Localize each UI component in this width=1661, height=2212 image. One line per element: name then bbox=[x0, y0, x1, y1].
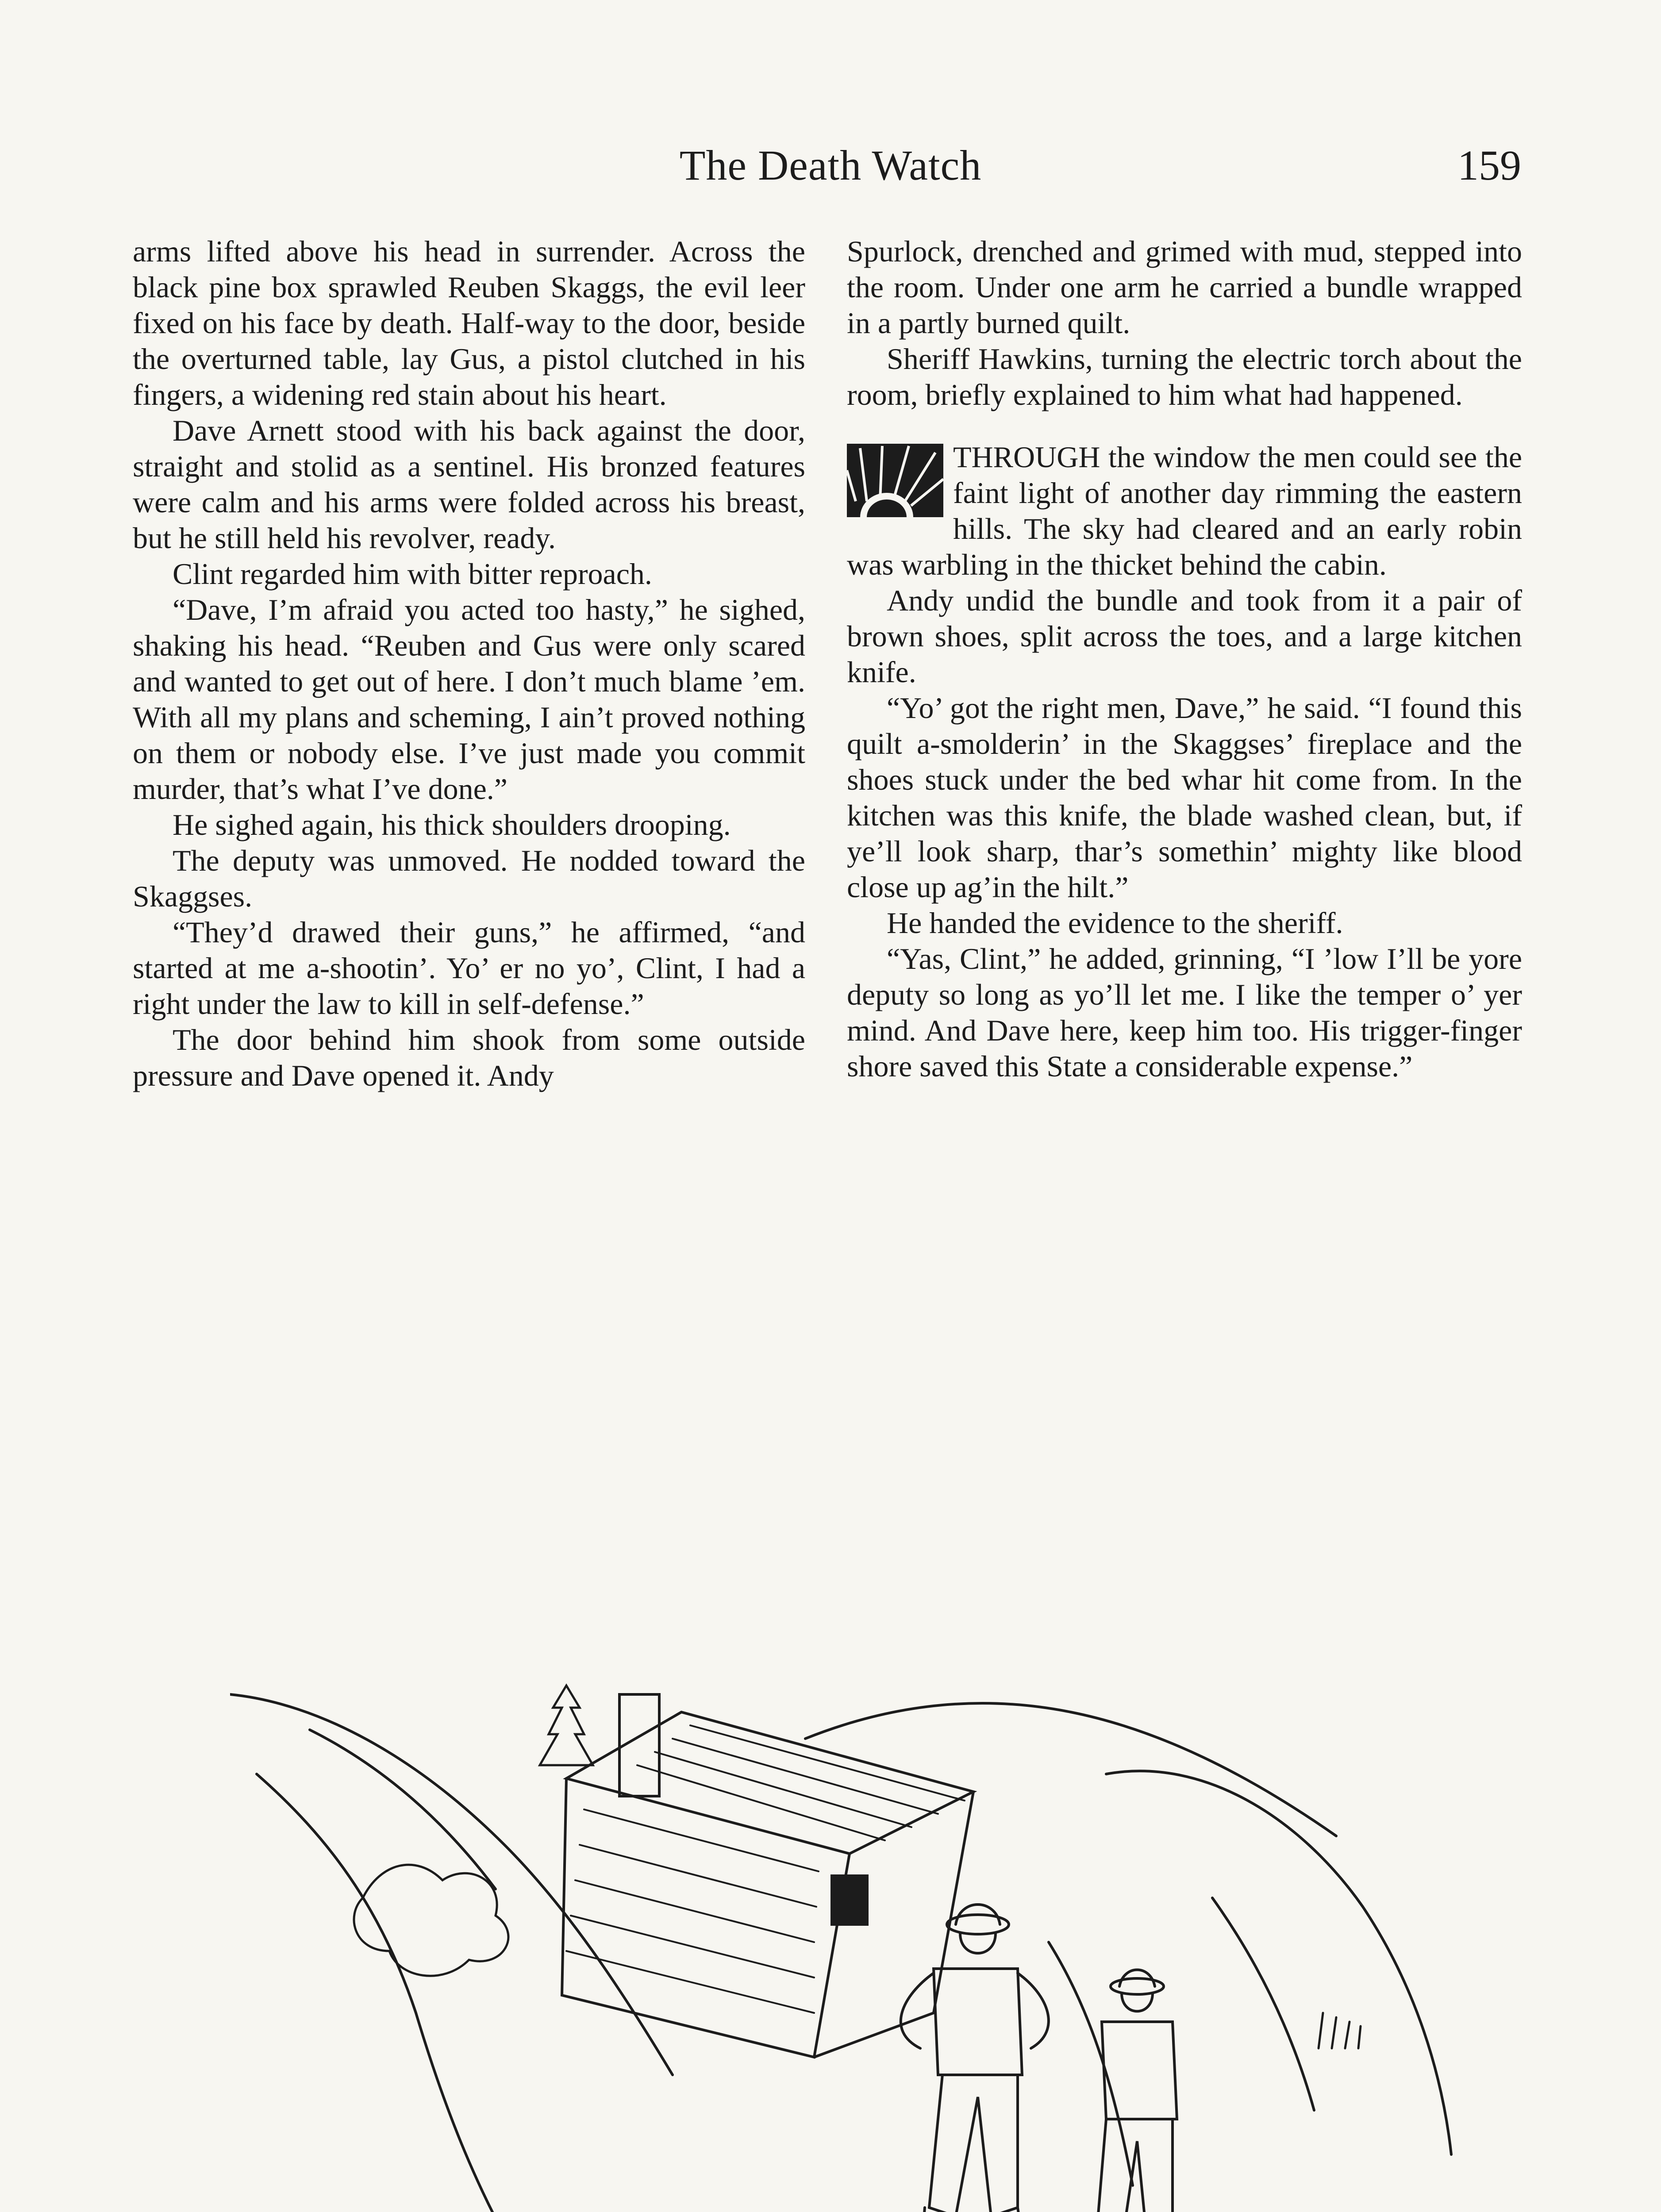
paragraph: Clint regarded him with bitter reproach. bbox=[173, 557, 652, 591]
paragraph: “They’d drawed their guns,” he affirmed, “and started at me a-shootin’. Yo’ er no yo’, Clint, I had a right under the law to kill in self-defense.” bbox=[133, 915, 805, 1021]
rising-sun-icon bbox=[847, 444, 943, 517]
dropcap-paragraph: THROUGH the window the men could see the faint light of another day rimming the eastern hills. The sky had cleared and an early robin was warbling in the thicket behind the cabin. bbox=[847, 440, 1522, 581]
paragraph: The deputy was unmoved. He nodded toward the Skaggses. bbox=[133, 844, 805, 913]
paragraph: Andy undid the bundle and took from it a pair of brown shoes, split across the toes, and a large kitchen knife. bbox=[847, 584, 1522, 689]
section-break bbox=[847, 439, 1522, 583]
paragraph: “Yas, Clint,” he added, grinning, “I ’low I’ll be yore deputy so long as yo’ll let me. I like the temper o’ yer mind. And Dave here, keep him too. His trigger-finger shore saved this State a considerable expense.” bbox=[847, 942, 1522, 1083]
paragraph: arms lifted above his head in surrender. Across the black pine box sprawled Reuben Skaggs, the evil leer fixed on his face by death. Half-way to the door, beside the overturned table, lay Gus, a pistol clutched in his fingers, a widening red stain about his heart. bbox=[133, 234, 805, 411]
paragraph: Spurlock, drenched and grimed with mud, stepped into the room. Under one arm he carried a bundle wrapped in a partly burned quilt. bbox=[847, 234, 1522, 340]
cabin-two-men-sketch-icon bbox=[230, 1677, 1460, 2212]
left-column bbox=[133, 234, 805, 1094]
paragraph: “Dave, I’m afraid you acted too hasty,” he sighed, shaking his head. “Reuben and Gus were only scared and wanted to get out of here. I don’t much blame ’em. With all my plans and scheming, I ain’t proved nothing on them or nobody else. I’ve just made you commit murder, that’s what I’ve done.” bbox=[133, 593, 805, 806]
page-number: 159 bbox=[1457, 142, 1521, 189]
running-title: The Death Watch bbox=[679, 142, 982, 189]
paragraph: Sheriff Hawkins, turning the electric torch about the room, briefly explained to him what had happened. bbox=[847, 342, 1522, 411]
paragraph: “Yo’ got the right men, Dave,” he said. “I found this quilt a-smolderin’ in the Skaggses’ fireplace and the shoes stuck under the bed whar hit come from. In the kitchen was this knife, the blade washed clean, but, if ye’ll look sharp, thar’s somethin’ mighty like blood close up ag’in the hilt.” bbox=[847, 691, 1522, 904]
paragraph: He sighed again, his thick shoulders drooping. bbox=[173, 808, 731, 841]
paragraph: Dave Arnett stood with his back against the door, straight and stolid as a sentinel. His bronzed features were calm and his arms were folded across his breast, but he still held his revolver, ready. bbox=[133, 414, 805, 555]
page-header bbox=[0, 141, 1661, 203]
paragraph: He handed the evidence to the sheriff. bbox=[887, 906, 1343, 940]
right-column bbox=[847, 234, 1522, 1084]
paragraph: The door behind him shook from some outside pressure and Dave opened it. Andy bbox=[133, 1023, 805, 1092]
